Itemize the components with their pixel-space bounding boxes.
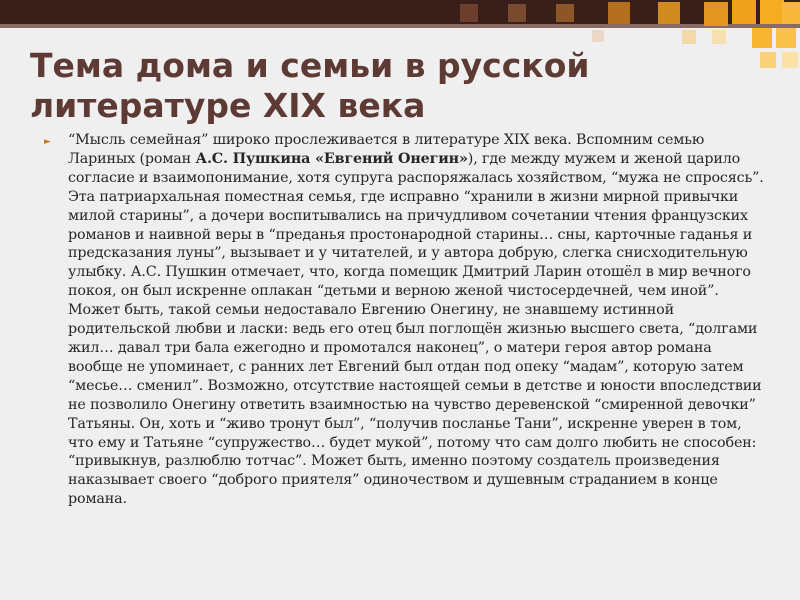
decor-square [508, 4, 526, 22]
decor-square [760, 0, 784, 24]
slide-title: Тема дома и семьи в русской литературе XIX века [30, 46, 590, 125]
decor-square [776, 28, 796, 48]
decor-square [592, 30, 604, 42]
decor-square [782, 2, 800, 24]
decor-square [658, 2, 680, 24]
decor-square [704, 2, 728, 26]
body-paragraph [68, 131, 768, 509]
decor-square [460, 4, 478, 22]
paragraph-text-part2: ), где между мужем и женой царило согласие и взаимопонимание, хотя супруга распоряжалась хозяйством, “мужа не спросясь”. Эта патриархальная поместная семья, где исправно “хранили в жизни мирной привычки милой старины”, а дочери воспитывались на причудливом сочетании чтения французских романов и наивной веры в “преданья простонародной старины… сны, карточные гаданья и предсказания луны”, вызывает и у читателей, и у автора добрую, слегка снисходительную улыбку. А.С. Пушкин отмечает, что, когда помещик Дмитрий Ларин отошёл в мир вечного покоя, он был искренне оплакан “детьми и верною женой чистосердечней, чем иной”. Может быть, такой семьи недоставало Евгению Онегину, не знавшему истинной родительской любви и ласки: ведь его отец был поглощён жизнью высшего света, “долгами жил… давал три бала ежегодно и промотался наконец”, о матери героя автор романа вообще не упоминает, с ранних лет Евгений был отдан под опеку “мадам”, которую затем “месье… сменил”. Возможно, отсутствие настоящей семьи в детстве и юности впоследствии не позволило Онегину ответить взаимностью на чувство деревенской “смиренной девочки” Татьяны. Он, хоть и “живо тронут был”, “получив посланье Тани”, искренне уверен в том, что ему и Татьяне “супружество… будет мукой”, потому что сам долго любить не способен: “привыкнув, разлюблю тотчас”. Может быть, именно поэтому создатель произведения наказывает своего “доброго приятеля” одиночеством и душевным страданием в конце романа. [68, 150, 764, 508]
decor-square [682, 30, 696, 44]
decor-square [712, 30, 726, 44]
decor-square [608, 2, 630, 24]
decor-square [782, 52, 798, 68]
orange-arrow-bullet-icon: ► [44, 137, 51, 147]
decor-square [556, 4, 574, 22]
paragraph-bold-reference: А.С. Пушкина «Евгений Онегин» [195, 150, 468, 167]
paragraph-text-part1: “Мысль семейная” широко прослеживается в литературе XIX века. Вспомним семью Лариных (роман [68, 132, 705, 167]
decor-square [752, 28, 772, 48]
decor-square [732, 0, 756, 24]
